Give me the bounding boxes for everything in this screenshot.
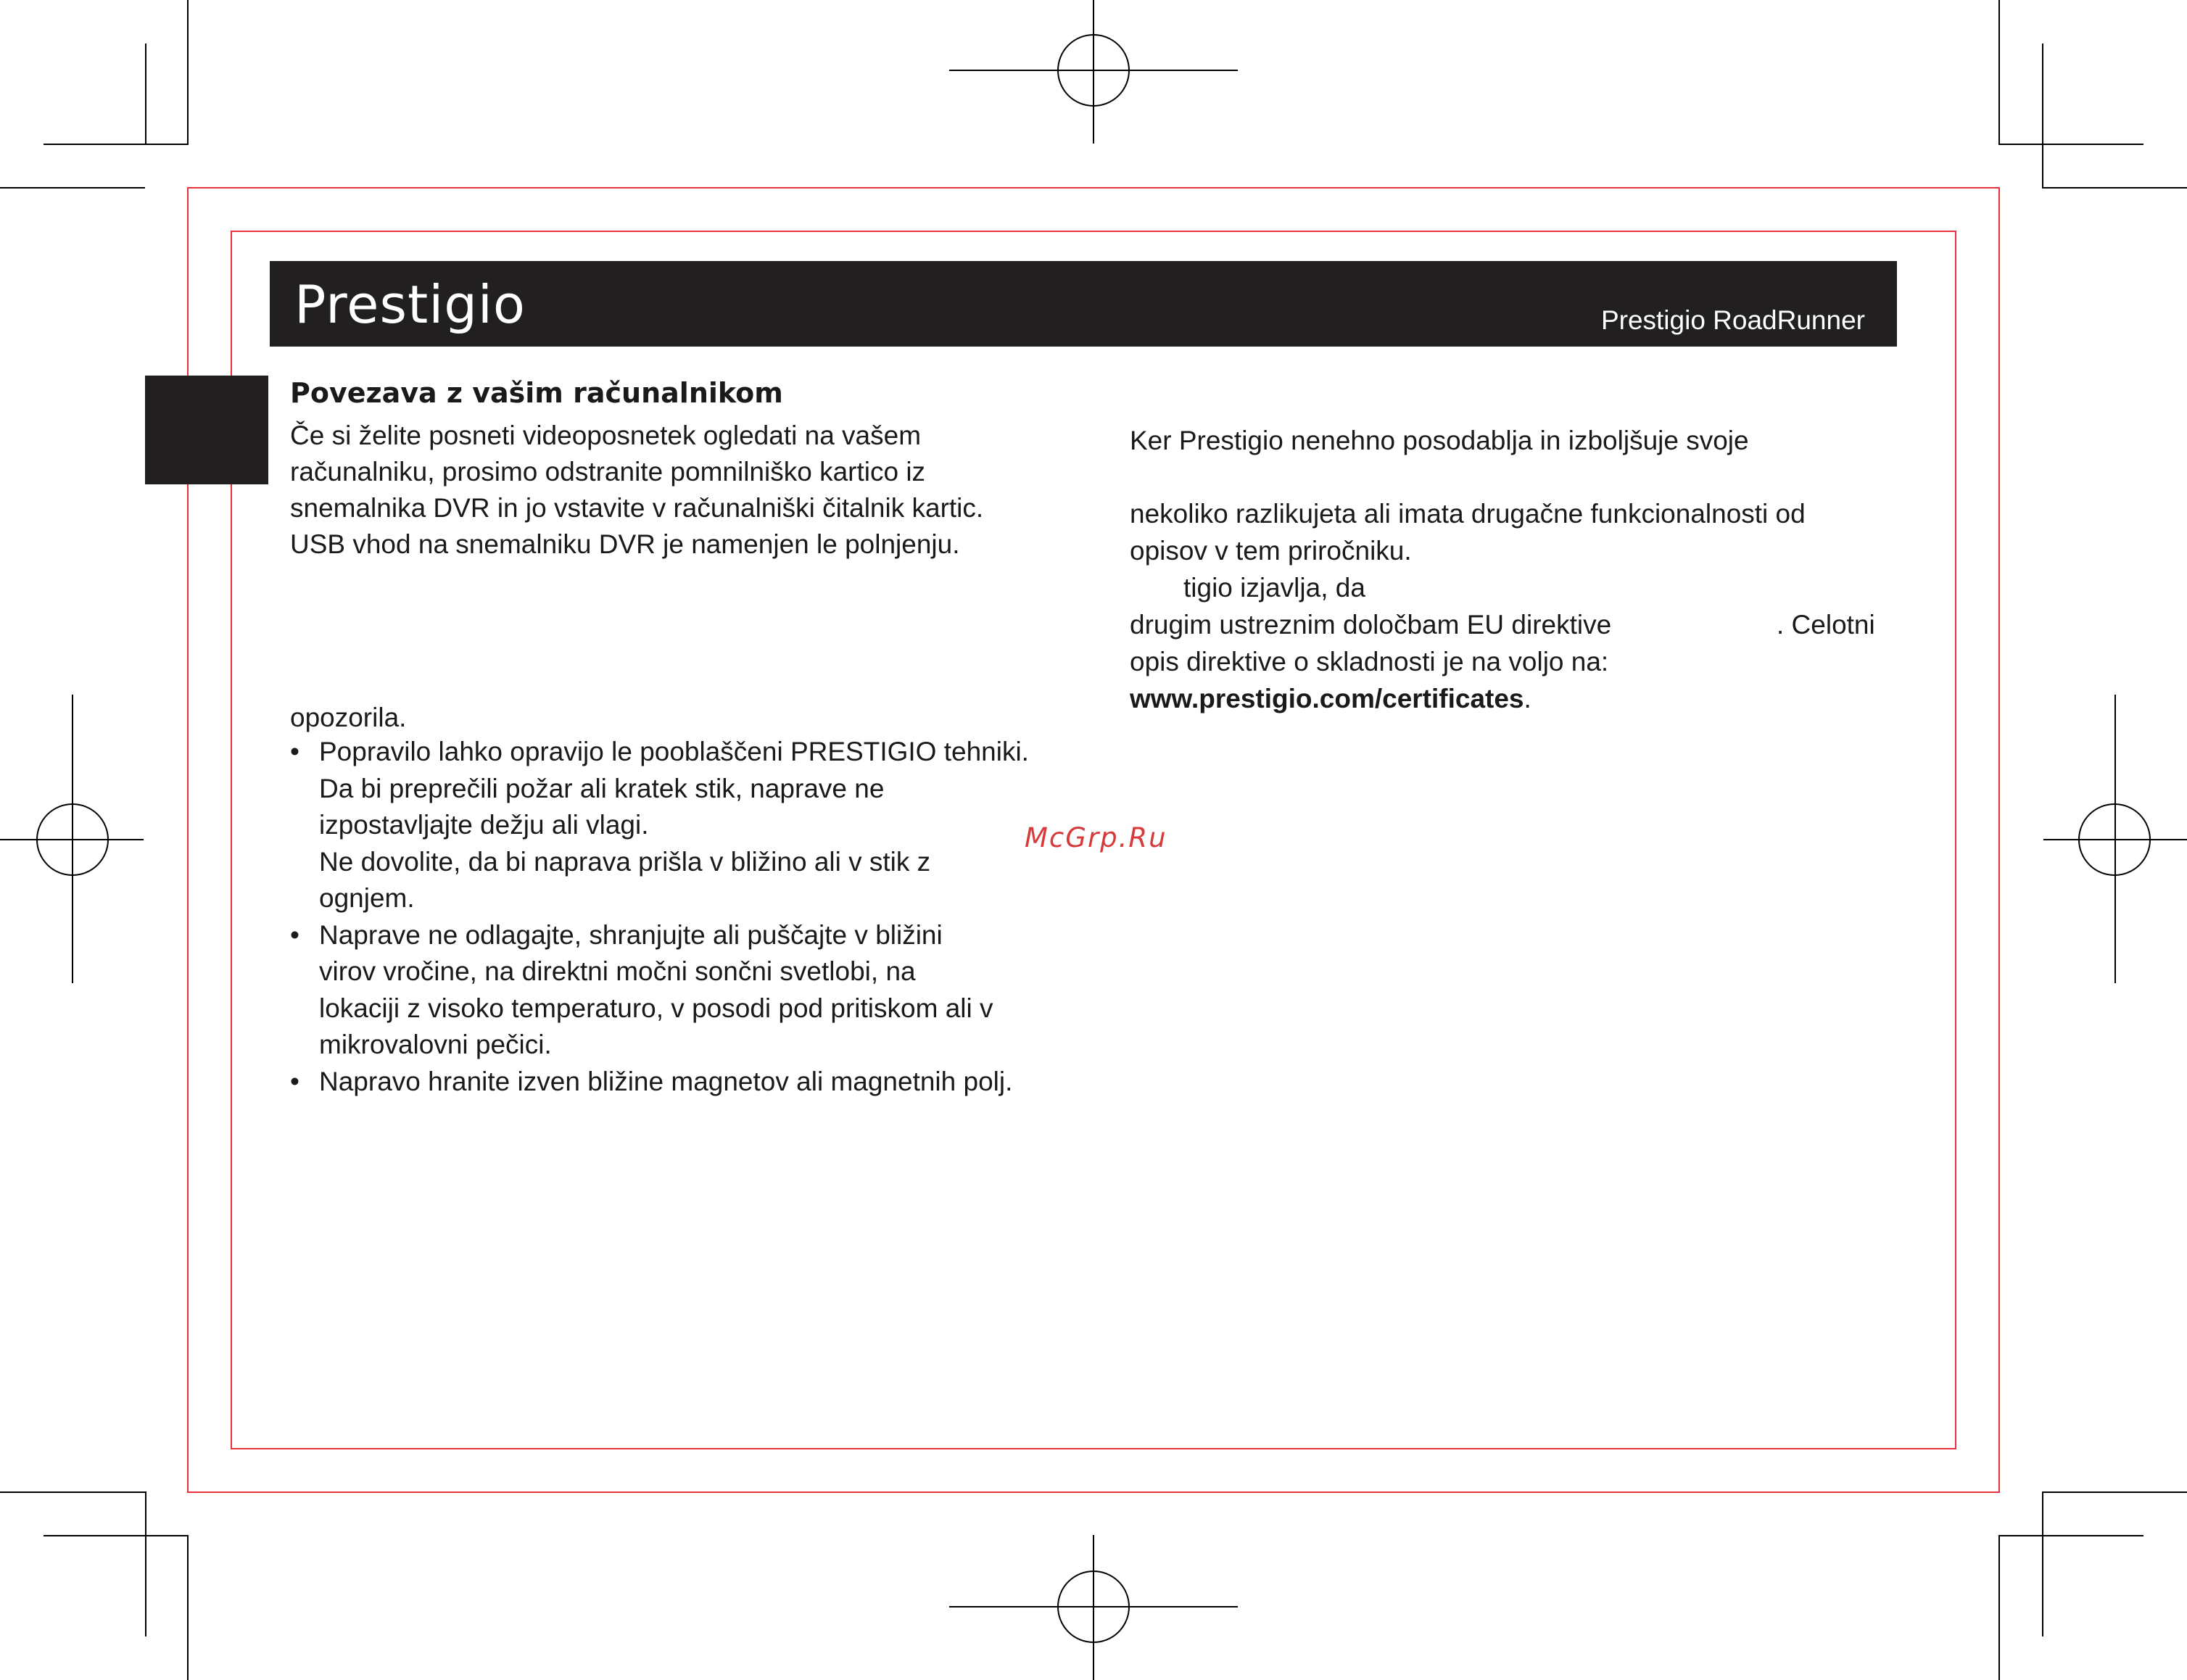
certificates-link[interactable]: www.prestigio.com/certificates xyxy=(1130,684,1524,713)
right-text-line: tigio izjavlja, da xyxy=(1183,573,1365,603)
intro-line: Če si želite posneti videoposnetek ogledati na vašem xyxy=(290,421,922,450)
product-name: Prestigio RoadRunner xyxy=(1600,305,1865,335)
right-text-line: drugim ustreznim določbam EU direktive xyxy=(1130,610,1612,640)
safety-bullet-list xyxy=(289,734,1029,1100)
watermark: McGrp.Ru xyxy=(1025,822,1167,853)
list-item xyxy=(289,917,1029,1064)
right-text-line: opis direktive o skladnosti je na voljo na: xyxy=(1130,647,1609,676)
link-suffix: . xyxy=(1524,684,1531,713)
intro-line: USB vhod na snemalniku DVR je namenjen le polnjenju. xyxy=(290,529,960,559)
right-text-line: Ker Prestigio nenehno posodablja in izboljšuje svoje xyxy=(1130,426,1749,455)
certificates-link-line xyxy=(1130,681,1531,717)
intro-line: snemalnika DVR in jo vstavite v računalniški čitalnik kartic. xyxy=(290,493,984,523)
bullet-icon: • xyxy=(290,919,299,950)
list-item xyxy=(289,734,1029,917)
bullet-line: virov vročine, na direktni močni sončni svetlobi, na xyxy=(319,956,916,986)
section-tab xyxy=(145,376,268,484)
bullet-line: Ne dovolite, da bi naprava prišla v bližino ali v stik z xyxy=(319,846,931,877)
right-text-line: nekoliko razlikujeta ali imata drugačne funkcionalnosti od xyxy=(1130,499,1806,529)
bullet-line: Popravilo lahko opravijo le pooblaščeni PRESTIGIO tehniki. xyxy=(319,737,1029,766)
header-bar xyxy=(270,261,1897,347)
registration-target-icon xyxy=(1057,1571,1130,1643)
bullet-line: mikrovalovni pečici. xyxy=(319,1030,552,1059)
registration-target-icon xyxy=(1057,34,1130,107)
bullet-line: izpostavljajte dežju ali vlagi. xyxy=(319,810,649,840)
bullet-line: Da bi preprečili požar ali kratek stik, naprave ne xyxy=(319,773,885,803)
section-heading: Povezava z vašim računalnikom xyxy=(290,377,783,409)
right-text-line: . Celotni xyxy=(1777,610,1875,640)
warning-tail: opozorila. xyxy=(290,703,407,732)
bullet-line: Naprave ne odlagajte, shranjujte ali puščajte v bližini xyxy=(319,919,943,950)
bullet-line: lokaciji z visoko temperaturo, v posodi pod pritiskom ali v xyxy=(319,993,993,1023)
registration-target-icon xyxy=(2078,803,2151,876)
bullet-line: Napravo hranite izven bližine magnetov ali magnetnih polj. xyxy=(319,1066,1013,1096)
bullet-line: ognjem. xyxy=(319,883,415,913)
list-item xyxy=(289,1064,1029,1101)
bullet-icon: • xyxy=(290,1066,299,1096)
right-text-line: opisov v tem priročniku. xyxy=(1130,536,1412,566)
intro-paragraph xyxy=(290,418,983,563)
bullet-icon: • xyxy=(290,737,299,766)
registration-target-icon xyxy=(36,803,109,876)
intro-line: računalniku, prosimo odstranite pomnilniško kartico iz xyxy=(290,457,926,487)
prestigio-logo: Prestigio xyxy=(294,274,526,335)
